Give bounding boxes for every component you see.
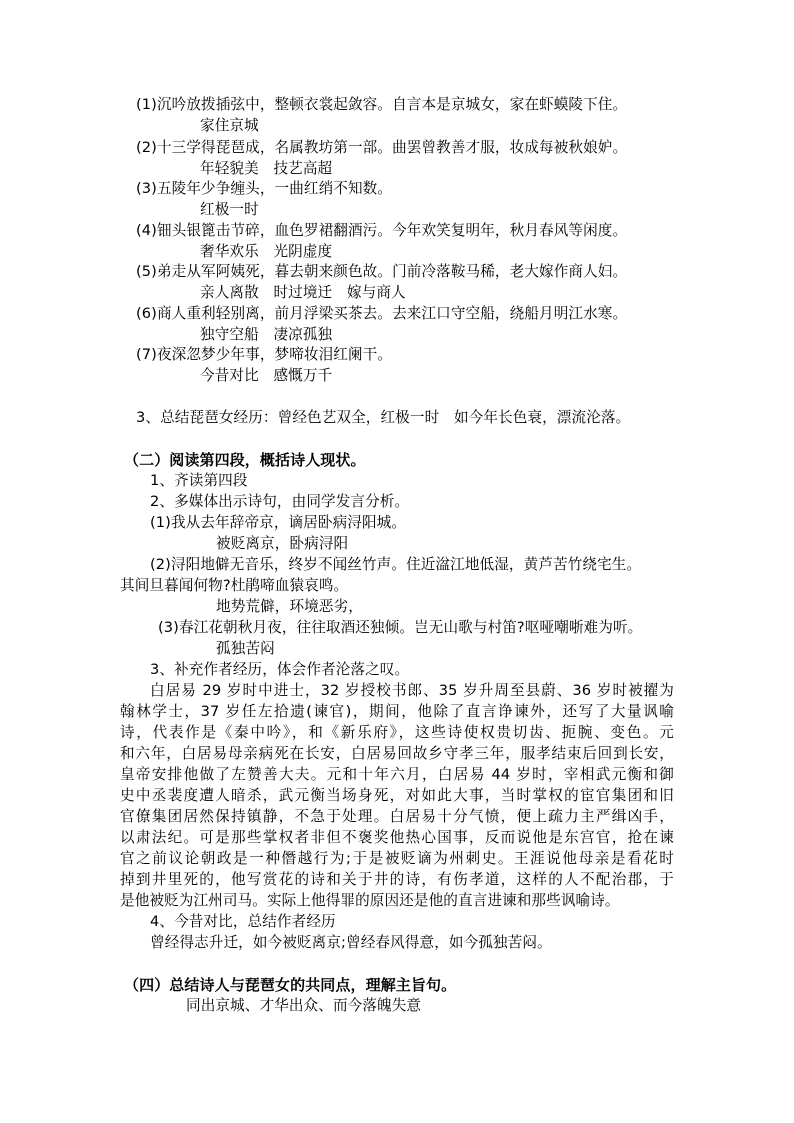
biography-line: 史中丞裴度遭人暗杀，武元衡当场身死，对如此大事，当时掌权的宦官集团和旧 [120, 787, 674, 804]
poem-summary-6: 独守空船 凄凉孤独 [200, 326, 333, 343]
poem-quote-3: (3)五陵年少争缠头，一曲红绡不知数。 [136, 180, 393, 197]
section-two-step1: 1、齐读第四段 [150, 472, 248, 489]
poem-summary-3: 红极一时 [200, 201, 259, 218]
biography-line: 白居易 29 岁时中进士，32 岁授校书郎、35 岁升周至县蔚、36 岁时被擢为 [150, 682, 674, 699]
biography-line: 官之前议论朝政是一种僭越行为;于是被贬谪为州刺史。王涯说他母亲是看花时 [120, 850, 674, 867]
pipa-conclusion: 3、总结琵琶女经历：曾经色艺双全，红极一时 如今年长色衰，漂流沦落。 [136, 409, 631, 426]
poem-summary-4: 奢华欢乐 光阴虚度 [200, 243, 333, 260]
poem-summary-7: 今昔对比 感慨万千 [200, 367, 333, 384]
biography-line: 是他被贬为江州司马。实际上他得罪的原因还是他的直言进谏和那些讽喻诗。 [120, 892, 620, 909]
poem-quote-5: (5)弟走从军阿姨死，暮去朝来颜色故。门前冷落鞍马稀，老大嫁作商人妇。 [136, 263, 628, 280]
poet-quote-3: (3)春江花朝秋月夜，往往取酒还独倾。岂无山歌与村笛?呕哑嘲哳难为听。 [158, 619, 643, 636]
poem-summary-5: 亲人离散 时过境迁 嫁与商人 [200, 284, 406, 301]
section-two-step3: 3、补充作者经历，体会作者沦落之叹。 [150, 661, 410, 678]
biography-line: 以肃法纪。可是那些掌权者非但不褒奖他热心国事，反而说他是东宫官，抢在谏 [120, 829, 674, 846]
poet-summary-1: 被贬离京，卧病浔阳 [216, 535, 349, 552]
poem-quote-1: (1)沉吟放拨插弦中，整顿衣裳起敛容。自言本是京城女，家在虾蟆陵下住。 [136, 96, 628, 113]
poem-quote-4: (4)钿头银篦击节碎，血色罗裙翻酒污。今年欢笑复明年，秋月春风等闲度。 [136, 222, 628, 239]
section-two-step2: 2、多媒体出示诗句，由同学发言分析。 [150, 493, 410, 510]
poet-summary-3: 孤独苦闷 [216, 640, 275, 657]
poem-quote-7: (7)夜深忽梦少年事，梦啼妆泪红阑干。 [136, 346, 393, 363]
poet-summary-2: 地势荒僻，环境恶劣， [216, 598, 363, 615]
section-four-summary: 同出京城、才华出众、而今落魄失意 [186, 997, 422, 1014]
biography-line: 和六年，白居易母亲病死在长安，白居易回故乡守孝三年，服孝结束后回到长安， [120, 745, 674, 762]
biography-line: 诗，代表作是《秦中吟》，和《新乐府》，这些诗使权贵切齿、扼腕、变色。元 [120, 724, 674, 741]
poem-quote-6: (6)商人重利轻别离，前月浮梁买茶去。去来江口守空船，绕船月明江水寒。 [136, 305, 628, 322]
poet-quote-2-line1: (2)浔阳地僻无音乐，终岁不闻丝竹声。住近湓江地低湿，黄芦苦竹绕宅生。 [150, 556, 642, 573]
poet-quote-1: (1)我从去年辞帝京，谪居卧病浔阳城。 [150, 514, 407, 531]
biography-line: 翰林学士，37 岁任左拾遗(谏官)，期间，他除了直言诤谏外，还写了大量讽喻 [120, 703, 674, 720]
poem-quote-2: (2)十三学得琵琶成，名属教坊第一部。曲罢曾教善才服，妆成每被秋娘妒。 [136, 139, 628, 156]
biography-line: 皇帝安排他做了左赞善大夫。元和十年六月，白居易 44 岁时，宰相武元衡和御 [120, 766, 674, 783]
section-four-heading: （四）总结诗人与琵琶女的共同点，理解主旨句。 [124, 976, 457, 994]
poem-summary-1: 家住京城 [200, 117, 259, 134]
biography-line: 掉到井里死的，他写赏花的诗和关于井的诗，有伤孝道，这样的人不配治郡，于 [120, 871, 674, 888]
poem-summary-2: 年轻貌美 技艺高超 [200, 160, 333, 177]
section-two-heading: （二）阅读第四段，概括诗人现状。 [124, 451, 366, 469]
section-two-step4: 4、今昔对比，总结作者经历 [150, 913, 336, 930]
section-two-step4-summary: 曾经得志升迁，如今被贬离京;曾经春风得意，如今孤独苦闷。 [150, 934, 552, 951]
poet-quote-2-line2: 其间旦暮闻何物?杜鹃啼血猿哀鸣。 [120, 577, 349, 594]
biography-line: 官僚集团居然保持镇静，不急于处理。白居易十分气愤，便上疏力主严缉凶手， [120, 808, 674, 825]
